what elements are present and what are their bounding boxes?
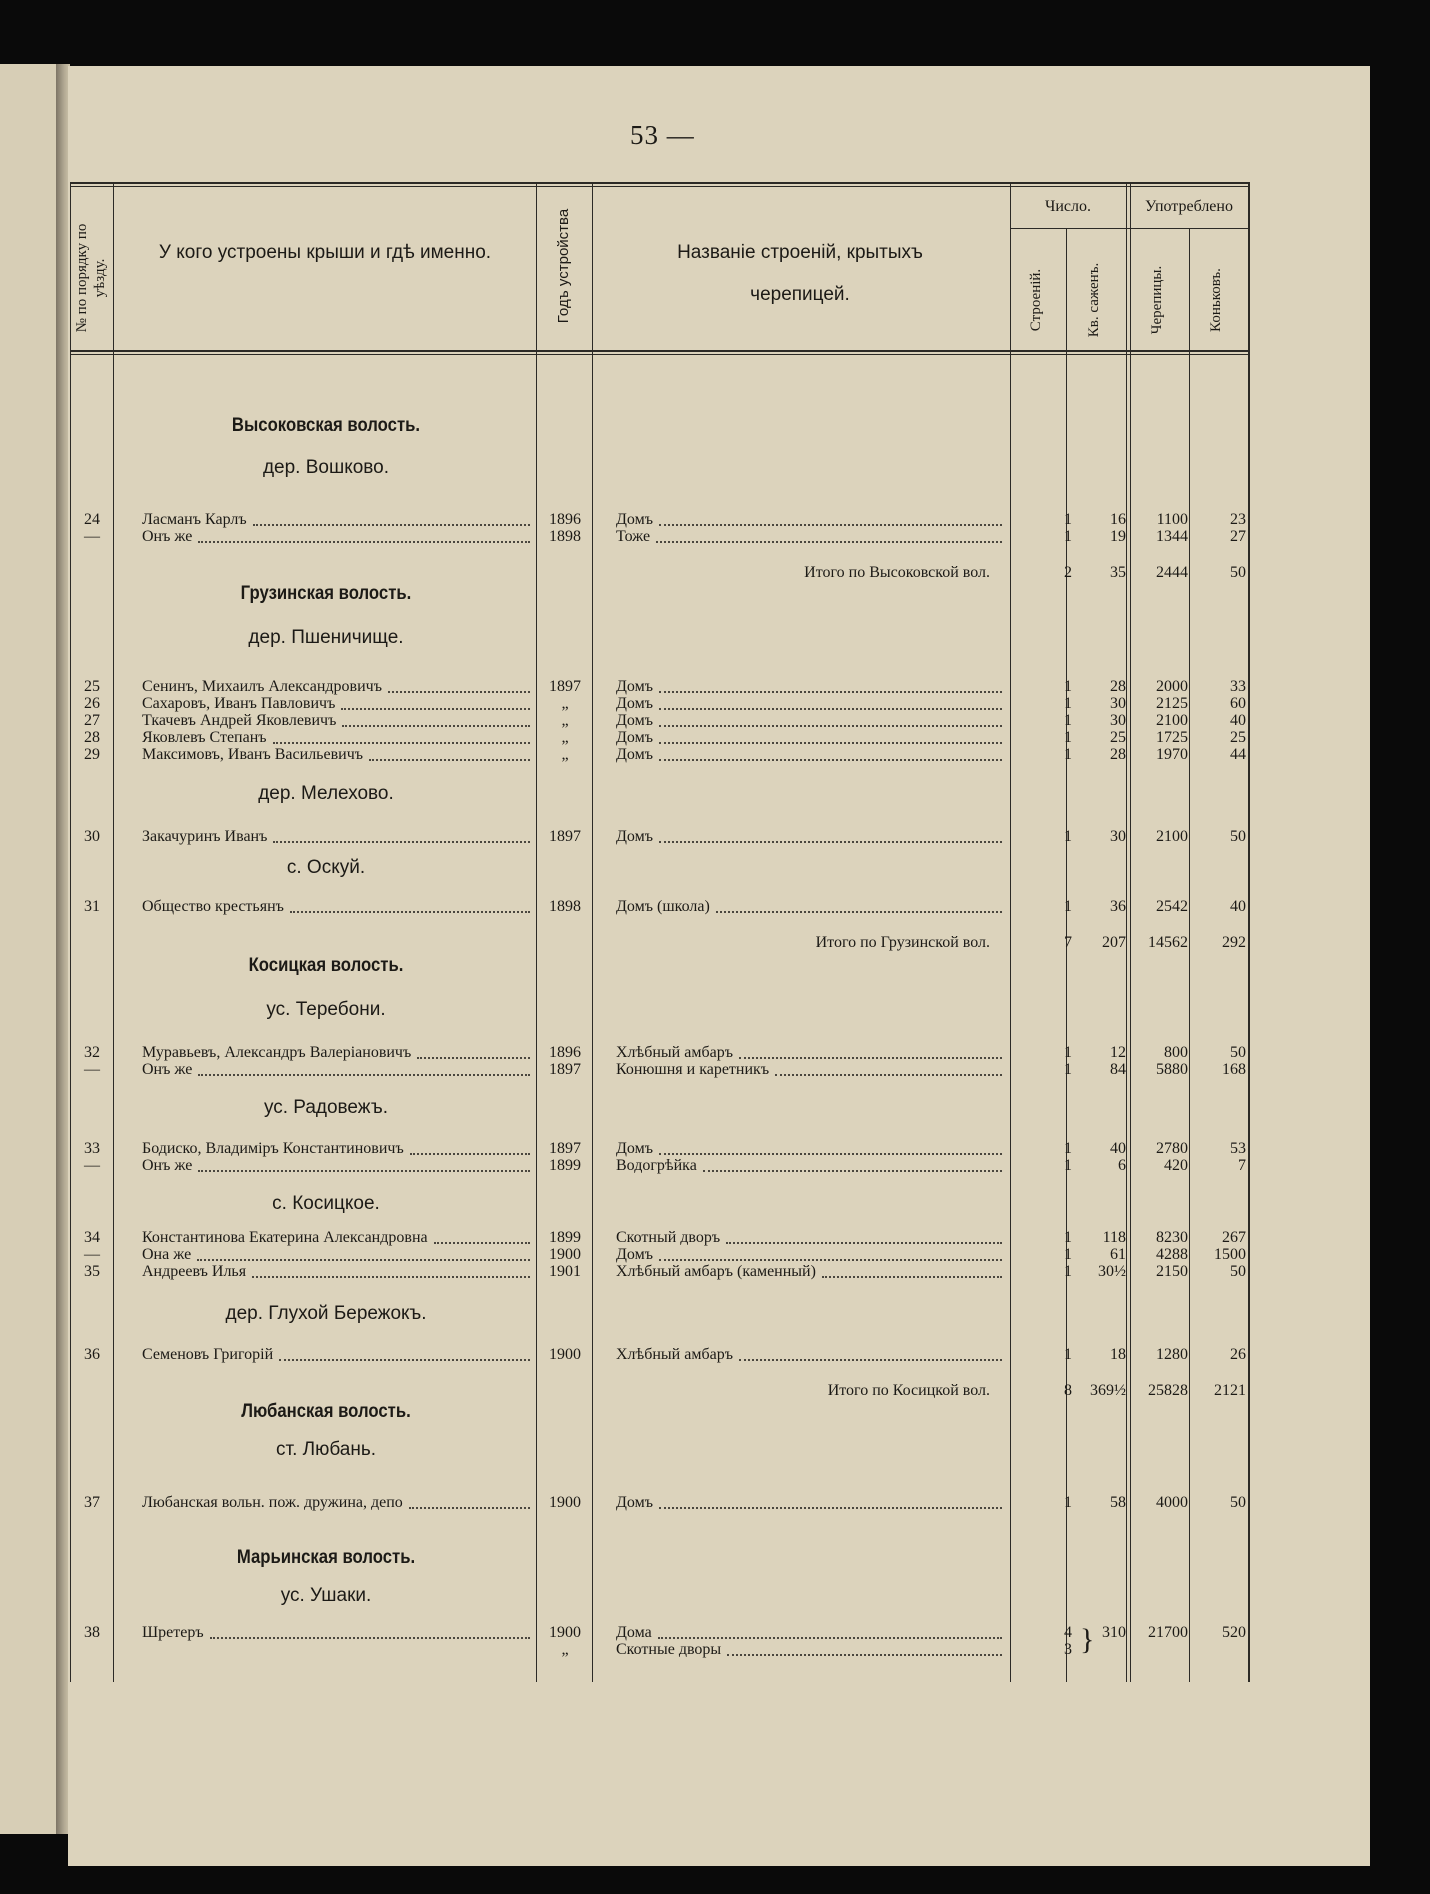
location-title: ус. Ушаки. [280,1585,372,1606]
dot-leader [197,1259,530,1261]
section-title: Марьинская волость. [236,1547,416,1568]
dot-leader [659,759,1002,761]
building-name: Домъ [616,828,654,845]
buildings-count: 1 [1064,511,1072,528]
square-sazhens: 16 [1110,511,1126,528]
tiles-count: 1725 [1156,729,1188,746]
year: 1897 [549,1140,581,1157]
building-name: Скотный дворъ [616,1229,721,1246]
total-tiles: 14562 [1148,934,1188,951]
year: 1897 [549,1061,581,1078]
tiles-count: 420 [1164,1157,1188,1174]
ridges-count: 40 [1230,898,1246,915]
ridges-count: 40 [1230,712,1246,729]
tiles-count: 1344 [1156,528,1188,545]
col-border [1010,182,1011,1682]
owner-name: Любанская вольн. пож. дружина, депо [142,1494,403,1511]
owner-name: Общество крестьянъ [142,898,284,915]
square-sazhens: 25 [1110,729,1126,746]
tiles-count: 1970 [1156,746,1188,763]
buildings-count: 1 [1064,828,1072,845]
ridges-count: 50 [1230,1494,1246,1511]
owner-name: Максимовъ, Иванъ Васильевичъ [142,746,364,763]
location-title: с. Косицкое. [272,1193,380,1214]
section-title: Высоковская волость. [231,415,421,436]
total-label: Итого по Косицкой вол. [827,1382,990,1399]
building-name: Водогрѣйка [616,1157,697,1174]
owner-name: Константинова Екатерина Александровна [142,1229,428,1246]
building-name: Хлѣбный амбаръ (каменный) [616,1263,816,1280]
row-number: 30 [84,828,100,845]
tiles-count: 4288 [1156,1246,1188,1263]
owner-name: Ласманъ Карлъ [142,511,247,528]
owner-name: Она же [142,1246,192,1263]
dot-leader [341,708,530,710]
building-name: Домъ [616,746,654,763]
tiles-count: 2000 [1156,678,1188,695]
dot-leader [659,1507,1002,1509]
dot-leader [659,841,1002,843]
buildings-count: 1 [1064,712,1072,729]
header-bottom-rule [70,350,1248,352]
row-number: — [84,1061,100,1078]
col-border [592,182,593,1682]
total-tiles: 25828 [1148,1382,1188,1399]
ridges-count: 23 [1230,511,1246,528]
total-count: 2 [1064,564,1072,581]
building-name: Домъ [616,695,654,712]
year: 1900 [549,1624,581,1641]
ridges-count: 53 [1230,1140,1246,1157]
location-title: ус. Теребони. [266,999,386,1020]
row-number: 35 [84,1263,100,1280]
row-number: 27 [84,712,100,729]
square-sazhens: 6 [1118,1157,1126,1174]
dot-leader [659,708,1002,710]
year: 1900 [549,1346,581,1363]
dot-leader [727,1654,1002,1656]
tiles-count: 2100 [1156,828,1188,845]
buildings-count: 3 [1064,1641,1072,1658]
building-name: Домъ [616,678,654,695]
buildings-count: 1 [1064,729,1072,746]
tiles-count: 5880 [1156,1061,1188,1078]
col-border [536,182,537,1682]
owner-name: Семеновъ Григорій [142,1346,274,1363]
header-used-group: Употреблено [1145,198,1233,215]
year: 1898 [549,528,581,545]
brace: } [1080,1623,1095,1656]
header-tiles: Черепицы. [1149,265,1165,335]
buildings-count: 1 [1064,746,1072,763]
owner-name: Ткачевъ Андрей Яковлевичъ [142,712,337,729]
facing-page-edge [0,64,62,1834]
total-count: 7 [1064,934,1072,951]
dot-leader [388,691,530,693]
page-number: 53 — [630,120,695,150]
square-sazhens: 30 [1110,712,1126,729]
ridges-count: 26 [1230,1346,1246,1363]
dot-leader [198,1074,530,1076]
square-sazhens: 28 [1110,678,1126,695]
buildings-count: 1 [1064,1229,1072,1246]
section-title: Грузинская волость. [240,583,412,604]
tiles-count: 1280 [1156,1346,1188,1363]
owner-name: Онъ же [142,1061,193,1078]
tiles-count: 800 [1164,1044,1188,1061]
dot-leader [210,1637,530,1639]
square-sazhens: 30½ [1098,1263,1126,1280]
row-number: 38 [84,1624,100,1641]
ridges-count: 520 [1222,1624,1246,1641]
dot-leader [739,1359,1002,1361]
table-top-rule-inner [70,186,1248,187]
row-number: 33 [84,1140,100,1157]
building-name: Конюшня и каретникъ [616,1061,770,1078]
dot-leader [279,1359,530,1361]
table-top-rule [70,182,1248,184]
ridges-count: 168 [1222,1061,1246,1078]
square-sazhens: 36 [1110,898,1126,915]
dot-leader [252,1276,530,1278]
building-name: Домъ [616,729,654,746]
building-name: Хлѣбный амбаръ [616,1346,733,1363]
building-name: Домъ [616,1246,654,1263]
building-name: Домъ [616,511,654,528]
square-sazhens: 310 [1102,1624,1126,1641]
tiles-count: 1100 [1156,511,1188,528]
owner-name: Андреевъ Илья [142,1263,247,1280]
row-number: 31 [84,898,100,915]
year: „ [561,746,569,763]
col-border [1066,228,1067,1682]
ridges-count: 44 [1230,746,1246,763]
ridges-count: 1500 [1214,1246,1246,1263]
ridges-count: 25 [1230,729,1246,746]
owner-name: Бодиско, Владиміръ Константиновичъ [142,1140,404,1157]
dot-leader [417,1057,530,1059]
year: 1899 [549,1229,581,1246]
row-number: 29 [84,746,100,763]
col-border [70,182,71,1682]
total-sq: 207 [1102,934,1126,951]
buildings-count: 1 [1064,1346,1072,1363]
total-ridges: 50 [1230,564,1246,581]
tiles-count: 2125 [1156,695,1188,712]
section-title: Косицкая волость. [248,955,404,976]
tiles-count: 2150 [1156,1263,1188,1280]
buildings-count: 1 [1064,1140,1072,1157]
ridges-count: 267 [1222,1229,1246,1246]
row-number: 36 [84,1346,100,1363]
dot-leader [659,1153,1002,1155]
buildings-count: 4 [1064,1624,1072,1641]
location-title: ст. Любань. [275,1439,377,1460]
building-name: Дома [616,1624,652,1641]
building-name: Хлѣбный амбаръ [616,1044,733,1061]
square-sazhens: 30 [1110,828,1126,845]
location-title: дер. Пшеничище. [248,627,404,648]
square-sazhens: 12 [1110,1044,1126,1061]
total-label: Итого по Грузинской вол. [815,934,990,951]
total-count: 8 [1064,1382,1072,1399]
col-border [1126,182,1127,1682]
buildings-count: 1 [1064,898,1072,915]
dot-leader [659,1259,1002,1261]
row-number: — [84,1246,100,1263]
owner-name: Шретеръ [142,1624,204,1641]
location-title: дер. Мелехово. [258,783,394,804]
year: 1898 [549,898,581,915]
row-number: 32 [84,1044,100,1061]
location-title: ус. Радовежъ. [263,1097,389,1118]
dot-leader [659,742,1002,744]
total-label: Итого по Высоковской вол. [804,564,990,581]
buildings-count: 1 [1064,695,1072,712]
building-name: Тоже [616,528,651,545]
building-name: Домъ [616,1494,654,1511]
total-ridges: 2121 [1214,1382,1246,1399]
tiles-count: 2542 [1156,898,1188,915]
row-number: — [84,1157,100,1174]
row-number: — [84,528,100,545]
year: „ [561,695,569,712]
buildings-count: 1 [1064,528,1072,545]
owner-name: Закачуринъ Иванъ [142,828,268,845]
buildings-count: 1 [1064,678,1072,695]
dot-leader [726,1242,1002,1244]
year: 1900 [549,1494,581,1511]
owner-name: Сахаровъ, Иванъ Павловичъ [142,695,336,712]
ridges-count: 27 [1230,528,1246,545]
header-sq: Кв. саженъ. [1086,262,1102,338]
tiles-count: 2780 [1156,1140,1188,1157]
tiles-count: 4000 [1156,1494,1188,1511]
col-border [1189,228,1190,1682]
dot-leader [434,1242,530,1244]
group-header-rule [1010,228,1248,229]
dot-leader [410,1153,530,1155]
dot-leader [775,1074,1002,1076]
buildings-count: 1 [1064,1061,1072,1078]
dot-leader [659,691,1002,693]
owner-name: Онъ же [142,1157,193,1174]
square-sazhens: 18 [1110,1346,1126,1363]
year: „ [561,729,569,746]
owner-name: Онъ же [142,528,193,545]
row-number: 24 [84,511,100,528]
year: 1899 [549,1157,581,1174]
tiles-count: 2100 [1156,712,1188,729]
year: 1897 [549,678,581,695]
year: „ [561,712,569,729]
row-number: 37 [84,1494,100,1511]
dot-leader [198,541,530,543]
building-name: Домъ (школа) [616,898,710,915]
section-title: Любанская волость. [241,1401,411,1422]
year: „ [561,1641,569,1658]
year: 1896 [549,511,581,528]
square-sazhens: 118 [1102,1229,1126,1246]
building-name: Домъ [616,1140,654,1157]
header-count-group: Число. [1044,198,1092,215]
header-year: Годъ устройства [555,208,572,324]
dot-leader [290,911,530,913]
total-tiles: 2444 [1156,564,1188,581]
ridges-count: 60 [1230,695,1246,712]
dot-leader [703,1170,1002,1172]
dot-leader [739,1057,1002,1059]
header-building: Названіе строеній, крытыхъ черепицей. [677,242,923,305]
square-sazhens: 61 [1110,1246,1126,1263]
col-border [1248,182,1250,1682]
dot-leader [409,1507,530,1509]
dot-leader [273,742,530,744]
total-sq: 35 [1110,564,1126,581]
dot-leader [659,725,1002,727]
dot-leader [253,524,530,526]
location-title: с. Оскуй. [286,857,366,878]
buildings-count: 1 [1064,1246,1072,1263]
col-border [1130,182,1131,1682]
ridges-count: 50 [1230,828,1246,845]
total-ridges: 292 [1222,934,1246,951]
year: 1901 [549,1263,581,1280]
building-name: Домъ [616,712,654,729]
owner-name: Сенинъ, Михаилъ Александровичъ [142,678,382,695]
square-sazhens: 28 [1110,746,1126,763]
building-name: Скотные дворы [616,1641,722,1658]
row-number: 26 [84,695,100,712]
owner-name: Яковлевъ Степанъ [142,729,267,746]
ridges-count: 50 [1230,1044,1246,1061]
buildings-count: 1 [1064,1044,1072,1061]
row-number: 28 [84,729,100,746]
dot-leader [716,911,1002,913]
dot-leader [273,841,530,843]
buildings-count: 1 [1064,1494,1072,1511]
owner-name: Муравьевъ, Александръ Валеріановичъ [142,1044,412,1061]
ridges-count: 33 [1230,678,1246,695]
dot-leader [342,725,530,727]
tiles-count: 8230 [1156,1229,1188,1246]
square-sazhens: 84 [1110,1061,1126,1078]
header-buildings: Строеній. [1028,268,1044,332]
header-ridges: Коньковъ. [1208,268,1224,332]
dot-leader [198,1170,530,1172]
header-owner: У кого устроены крыши и гдѣ именно. [158,242,492,263]
location-title: дер. Глухой Бережокъ. [225,1303,427,1324]
year: 1900 [549,1246,581,1263]
row-number: 34 [84,1229,100,1246]
buildings-count: 1 [1064,1263,1072,1280]
header-bottom-rule-inner [70,354,1248,355]
square-sazhens: 19 [1110,528,1126,545]
dot-leader [822,1276,1002,1278]
year: 1897 [549,828,581,845]
location-title: дер. Вошково. [262,457,390,478]
square-sazhens: 40 [1110,1140,1126,1157]
row-number: 25 [84,678,100,695]
col-border [113,182,114,1682]
dot-leader [658,1637,1002,1639]
square-sazhens: 30 [1110,695,1126,712]
buildings-count: 1 [1064,1157,1072,1174]
dot-leader [369,759,530,761]
ridges-count: 50 [1230,1263,1246,1280]
ridges-count: 7 [1238,1157,1246,1174]
dot-leader [659,524,1002,526]
year: 1896 [549,1044,581,1061]
total-sq: 369½ [1090,1382,1126,1399]
header-no: № по порядку по уѣзду. [74,223,108,333]
tiles-count: 21700 [1148,1624,1188,1641]
square-sazhens: 58 [1110,1494,1126,1511]
dot-leader [656,541,1002,543]
